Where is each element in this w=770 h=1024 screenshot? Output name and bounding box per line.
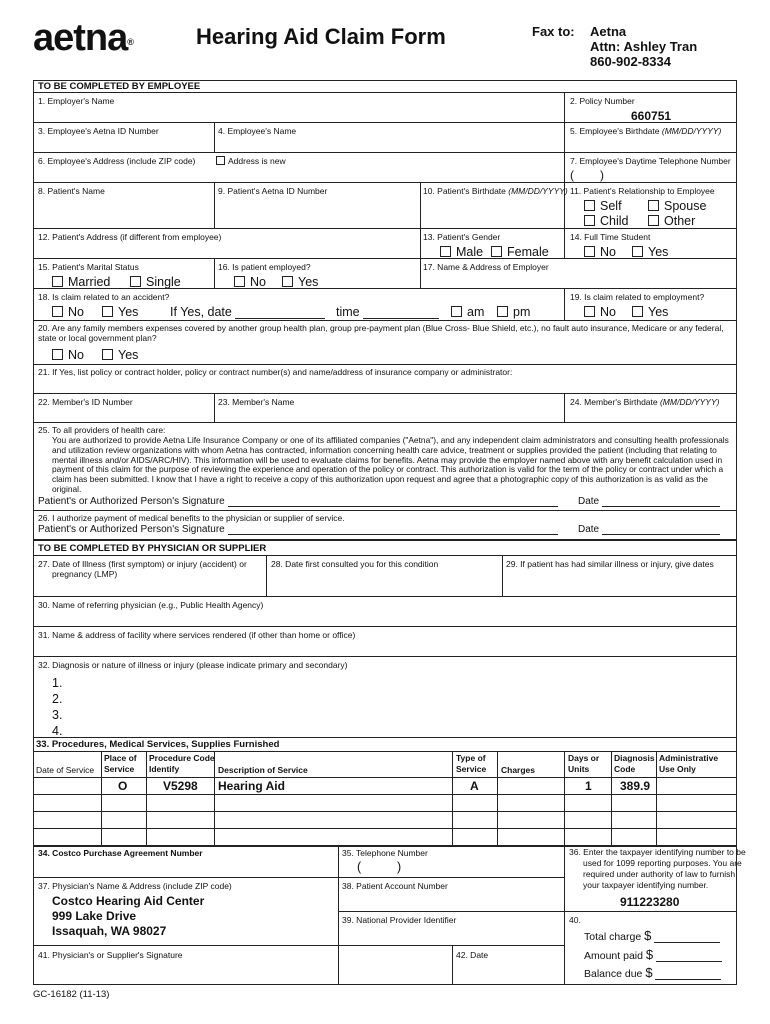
accident-am-checkbox[interactable]: am (451, 305, 484, 319)
marital-status-label: 15. Patient's Marital Status (38, 262, 139, 272)
diagnosis-item-3[interactable]: 3. (52, 708, 63, 722)
payment-signature-line[interactable]: Patient's or Authorized Person's Signature (38, 524, 558, 535)
accident-yes-checkbox[interactable]: Yes (102, 305, 138, 319)
col-description: Description of Service (218, 765, 308, 775)
form-title: Hearing Aid Claim Form (196, 24, 446, 49)
relationship-spouse-checkbox[interactable]: Spouse (648, 199, 706, 213)
row1-diagnosis[interactable]: 389.9 (620, 779, 651, 793)
diagnosis-item-2[interactable]: 2. (52, 692, 63, 706)
member-id-label: 22. Member's ID Number (38, 397, 133, 407)
amount-paid-field[interactable]: Amount paid $ (584, 947, 722, 962)
employee-name-label: 4. Employee's Name (218, 126, 297, 136)
accident-time-field[interactable]: time (336, 305, 439, 319)
facility-address-label: 31. Name & address of facility where services rendered (if other than home or office) (38, 630, 356, 640)
fax-label: Fax to: (532, 24, 575, 39)
employed-yes-checkbox[interactable]: Yes (282, 275, 318, 289)
col-days-or-units: Days or Units (568, 753, 600, 774)
physician-name-line3[interactable]: Issaquah, WA 98027 (52, 924, 167, 938)
referring-physician-label: 30. Name of referring physician (e.g., Public Health Agency) (38, 600, 264, 610)
physician-name-line2[interactable]: 999 Lake Drive (52, 909, 137, 923)
employee-phone-paren-open: ( (570, 168, 574, 182)
employee-aetna-id-label: 3. Employee's Aetna ID Number (38, 126, 159, 136)
accident-no-checkbox[interactable]: No (52, 305, 84, 319)
total-charge-field[interactable]: Total charge $ (584, 928, 720, 943)
col-administrative: Administrative Use Only (659, 753, 719, 774)
col-place-of-service: Place of Service (104, 753, 137, 774)
balance-due-field[interactable]: Balance due $ (584, 965, 721, 980)
payment-authorization-label: 26. I authorize payment of medical benefits to the physician or supplier of service. (38, 513, 345, 523)
policy-number-label: 2. Policy Number (570, 96, 635, 106)
accident-pm-checkbox[interactable]: pm (497, 305, 530, 319)
physician-name-line1[interactable]: Costco Hearing Aid Center (52, 894, 205, 908)
employee-phone-label: 7. Employee's Daytime Telephone Number (570, 156, 731, 166)
patient-birthdate-label: 10. Patient's Birthdate (MM/DD/YYYY) (423, 186, 568, 196)
physician-date-label: 42. Date (456, 950, 489, 960)
employee-address-label: 6. Employee's Address (include ZIP code) (38, 156, 196, 166)
col-diagnosis-code: Diagnosis Code (614, 753, 655, 774)
taxpayer-id-value[interactable]: 911223280 (620, 895, 680, 909)
telephone-paren-close: ) (397, 860, 402, 874)
col-type-of-service: Type of Service (456, 753, 487, 774)
authorization-signature-line[interactable]: Patient's or Authorized Person's Signature (38, 496, 558, 507)
col-charges: Charges (501, 765, 536, 775)
marital-married-checkbox[interactable]: Married (52, 275, 110, 289)
logo-text: aetna (33, 17, 128, 59)
diagnosis-label: 32. Diagnosis or nature of illness or injury (please indicate primary and secondary) (38, 660, 348, 670)
fax-recipient (590, 24, 697, 69)
col-date-of-service: Date of Service (36, 765, 95, 775)
student-yes-checkbox[interactable]: Yes (632, 245, 668, 259)
taxpayer-id-label: 36. Enter the taxpayer identifying number to be used for 1099 reporting purposes. You are required under authority of law to furnish your taxpayer identifying number. (569, 847, 746, 890)
procedures-heading: 33. Procedures, Medical Services, Supplies Furnished (36, 739, 280, 750)
fax-line1: Aetna (590, 24, 627, 39)
employment-related-label: 19. Is claim related to employment? (570, 292, 705, 302)
authorization-text: You are authorized to provide Aetna Life Insurance Company or one of its affiliated companies ("Aetna"), and any independent claim administrators and consulting health professionals and utilization review organizations with whom Aetna has contracted, information concerning health care advice, treatment or supplies provided the patient (including that relating to mental illness and/or AIDS/ARC/HIV). This information will be used to evaluate claims for benefits. Aetna may provide the employer named above with any benefit calculation used in payment of this claim for the purpose of reviewing the experience and operation of the policy or contract. This authorization is valid for the term of the policy or contract under which a claim has been submitted. I know that I have a right to receive a copy of this authorization upon request and agree that a photographic copy of this authorization is as valid as the original. (52, 435, 729, 494)
row1-place[interactable]: O (118, 779, 128, 793)
member-name-label: 23. Member's Name (218, 397, 295, 407)
accident-label: 18. Is claim related to an accident? (38, 292, 170, 302)
authorization-date-line[interactable]: Date (578, 496, 720, 507)
gender-male-checkbox[interactable]: Male (440, 245, 483, 259)
patient-gender-label: 13. Patient's Gender (423, 232, 501, 242)
row1-type[interactable]: A (470, 779, 479, 793)
patient-aetna-id-label: 9. Patient's Aetna ID Number (218, 186, 328, 196)
accident-date-field[interactable]: If Yes, date (170, 305, 325, 319)
student-no-checkbox[interactable]: No (584, 245, 616, 259)
employer-address-label: 17. Name & Address of Employer (423, 262, 549, 272)
payment-date-line[interactable]: Date (578, 524, 720, 535)
patient-account-label: 38. Patient Account Number (342, 881, 448, 891)
diagnosis-item-4[interactable]: 4. (52, 724, 63, 738)
relationship-child-checkbox[interactable]: Child (584, 214, 629, 228)
telephone-paren-open: ( (357, 860, 362, 874)
fax-line3: 860-902-8334 (590, 54, 671, 69)
field-40-label: 40. (569, 915, 581, 925)
other-coverage-no-checkbox[interactable]: No (52, 348, 84, 362)
row1-description[interactable]: Hearing Aid (218, 779, 285, 793)
illness-date-label: 27. Date of Illness (first symptom) or injury (accident) or pregnancy (LMP) (38, 559, 247, 579)
form-id: GC-16182 (11-13) (33, 989, 110, 1000)
employee-section-heading: TO BE COMPLETED BY EMPLOYEE (38, 81, 201, 92)
address-new-checkbox[interactable]: Address is new (216, 156, 286, 166)
aetna-logo (33, 18, 133, 58)
other-coverage-label: 20. Are any family members expenses covered by another group health plan, group pre-payment plan (Blue Cross- Blue Shield, etc.), no fault auto insurance, Medicare or any federal, state or local government plan? (38, 323, 724, 343)
marital-single-checkbox[interactable]: Single (130, 275, 181, 289)
physician-signature-label: 41. Physician's or Supplier's Signature (38, 950, 183, 960)
col-procedure-code: Procedure Code Identify (149, 753, 215, 774)
other-coverage-yes-checkbox[interactable]: Yes (102, 348, 138, 362)
row1-procedure[interactable]: V5298 (163, 779, 198, 793)
member-birthdate-label: 24. Member's Birthdate (MM/DD/YYYY) (570, 397, 720, 407)
relationship-self-checkbox[interactable]: Self (584, 199, 622, 213)
insurance-details-label: 21. If Yes, list policy or contract holder, policy or contract number(s) and name/address of insurance company or administrator: (38, 367, 513, 377)
authorization-title: 25. To all providers of health care: (38, 425, 166, 435)
registered-mark: ® (127, 37, 133, 47)
employer-name-label: 1. Employer's Name (38, 96, 115, 106)
physician-name-label: 37. Physician's Name & Address (include ZIP code) (38, 881, 232, 891)
employment-yes-checkbox[interactable]: Yes (632, 305, 668, 319)
row1-days[interactable]: 1 (585, 779, 592, 793)
diagnosis-item-1[interactable]: 1. (52, 676, 63, 690)
physician-section-heading: TO BE COMPLETED BY PHYSICIAN OR SUPPLIER (38, 543, 267, 554)
patient-relationship-label: 11. Patient's Relationship to Employee (570, 186, 715, 196)
patient-address-label: 12. Patient's Address (if different from employee) (38, 232, 222, 242)
npi-label: 39. National Provider Identifier (342, 915, 457, 925)
gender-female-checkbox[interactable]: Female (491, 245, 549, 259)
employee-phone-paren-close: ) (600, 168, 604, 182)
telephone-label: 35. Telephone Number (342, 848, 428, 858)
full-time-student-label: 14. Full Time Student (570, 232, 651, 242)
employment-no-checkbox[interactable]: No (584, 305, 616, 319)
patient-employed-label: 16. Is patient employed? (218, 262, 311, 272)
patient-name-label: 8. Patient's Name (38, 186, 105, 196)
employee-birthdate-label: 5. Employee's Birthdate (MM/DD/YYYY) (570, 126, 722, 136)
employed-no-checkbox[interactable]: No (234, 275, 266, 289)
similar-illness-label: 29. If patient has had similar illness or injury, give dates (506, 559, 714, 569)
costco-agreement-label: 34. Costco Purchase Agreement Number (38, 848, 203, 858)
fax-line2: Attn: Ashley Tran (590, 39, 698, 54)
first-consulted-label: 28. Date first consulted you for this condition (271, 559, 439, 569)
relationship-other-checkbox[interactable]: Other (648, 214, 695, 228)
policy-number-value[interactable]: 660751 (631, 109, 672, 123)
